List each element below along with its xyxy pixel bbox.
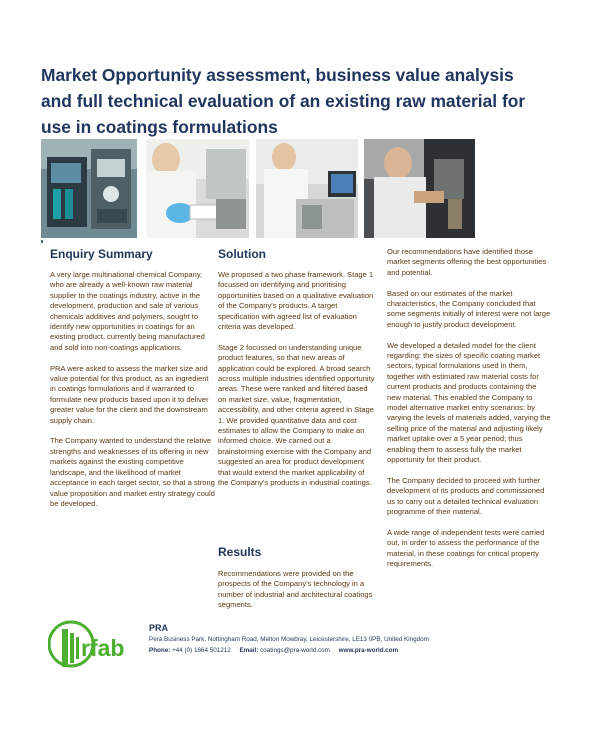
enquiry-paragraph: The Company wanted to understand the relative strengths and weaknesses of its offering in new markets against the existing competitive landscape, and the likelihood of market acceptance in each target sector, so that a strong value proposition and market entry strategy could be developed. [50,436,215,508]
solution-column [218,247,376,499]
findings-paragraph: A wide range of independent tests were carried out, in order to assess the performance of the material, in these coatings for critical property requirements. [387,527,545,569]
solution-heading: Solution [218,247,266,261]
photo-strip [41,139,476,238]
footer-contact-block [149,622,549,656]
enquiry-column [50,247,215,520]
findings-paragraph: Our recommendations have identified those market segments offering the best opportunities and potential. [387,247,547,277]
scientist-lab-photo [364,139,475,238]
phone-label: Phone: [149,647,171,654]
email-address[interactable]: coatings@pra-world.com [260,647,330,654]
lab-computer-workstation-photo [256,139,358,238]
company-name: PRA [149,623,169,633]
enquiry-paragraph: PRA were asked to assess the market size and value potential for this product, as an ingredient in coatings formulations and if warranted to formulate new products based upon it to deliver greater value for the client and the downstream supply chain. [50,363,209,425]
findings-column [387,247,552,580]
findings-paragraph: We developed a detailed model for the client regarding: the sizes of specific coating market sectors, typical formulations used in them, together with estimated raw material costs for current products and products containing the new material. This enabled the Company to model alternative market entry scenarios: by varying the levels of materials added, varying the selling price of the material and adjusting likely market uptake over a 5 year period; thus enabling them to assess fully the market opportunity for their product. [387,340,551,465]
results-heading: Results [218,545,262,559]
document-title: Market Opportunity assessment, business value analysis and full technical evaluation of an existing raw material for use in coatings formulations [41,65,526,137]
solution-paragraph: Stage 2 focussed on understanding unique product features, so that new areas of application could be explored. A broad search across multiple industries identified opportunity areas. These were ranked and filtered based on market size, value, fragmentation, accessibility, and other criteria agreed in Stage 1. We provided quantitative data and cost estimates to allow the Company to make an informed choice. We carried out a brainstorming exercise with the Company and suggested an area for product development that would extend the market applicability of the Company's products in industrial coatings. [218,342,375,488]
company-address: Pera Business Park, Nottingham Road, Melton Mowbray, Leicestershire, LE13 0PB, United Kingdom [149,636,429,643]
results-paragraph: Recommendations were provided on the prospects of the Company's technology in a number of industrial and architectural coatings segments. [218,569,373,610]
website-link[interactable]: www.pra-world.com [338,647,399,654]
company-contact-line [149,645,549,656]
findings-paragraph: The Company decided to proceed with further development of its products and commissioned us to carry out a detailed technical evaluation programme of their material. [387,475,545,517]
prfab-logo [48,617,148,671]
enquiry-paragraph: A very large multinational chemical Company, who are already a well-known raw material supplier to the coatings industry, active in the development, production and sale of various chemicals additives and polymers, sought to identify new opportunities in coatings for an existing product, currently being manufactured and sold into non-coatings applications. [50,270,205,352]
findings-paragraph: Based on our estimates of the market characteristics, the Company concluded that some segments initially of interest were not large enough to justify product development. [387,288,551,329]
solution-paragraph: We proposed a two phase framework. Stage 1 focussed on identifying and prioritising opportunities based on a qualitative evaluation of the Company's products. A target specification with agreed list of evaluation criteria was developed. [218,270,374,332]
email-label: Email: [239,647,259,654]
lab-instrument-photo [41,139,137,238]
phone-number: +44 (0) 1664 501212 [172,647,231,654]
photo-strip-marker [41,240,43,243]
footer [48,617,568,677]
lab-technician-gloves-photo [146,139,249,238]
enquiry-heading: Enquiry Summary [50,247,153,261]
logo-wordmark: rfab [81,635,125,661]
